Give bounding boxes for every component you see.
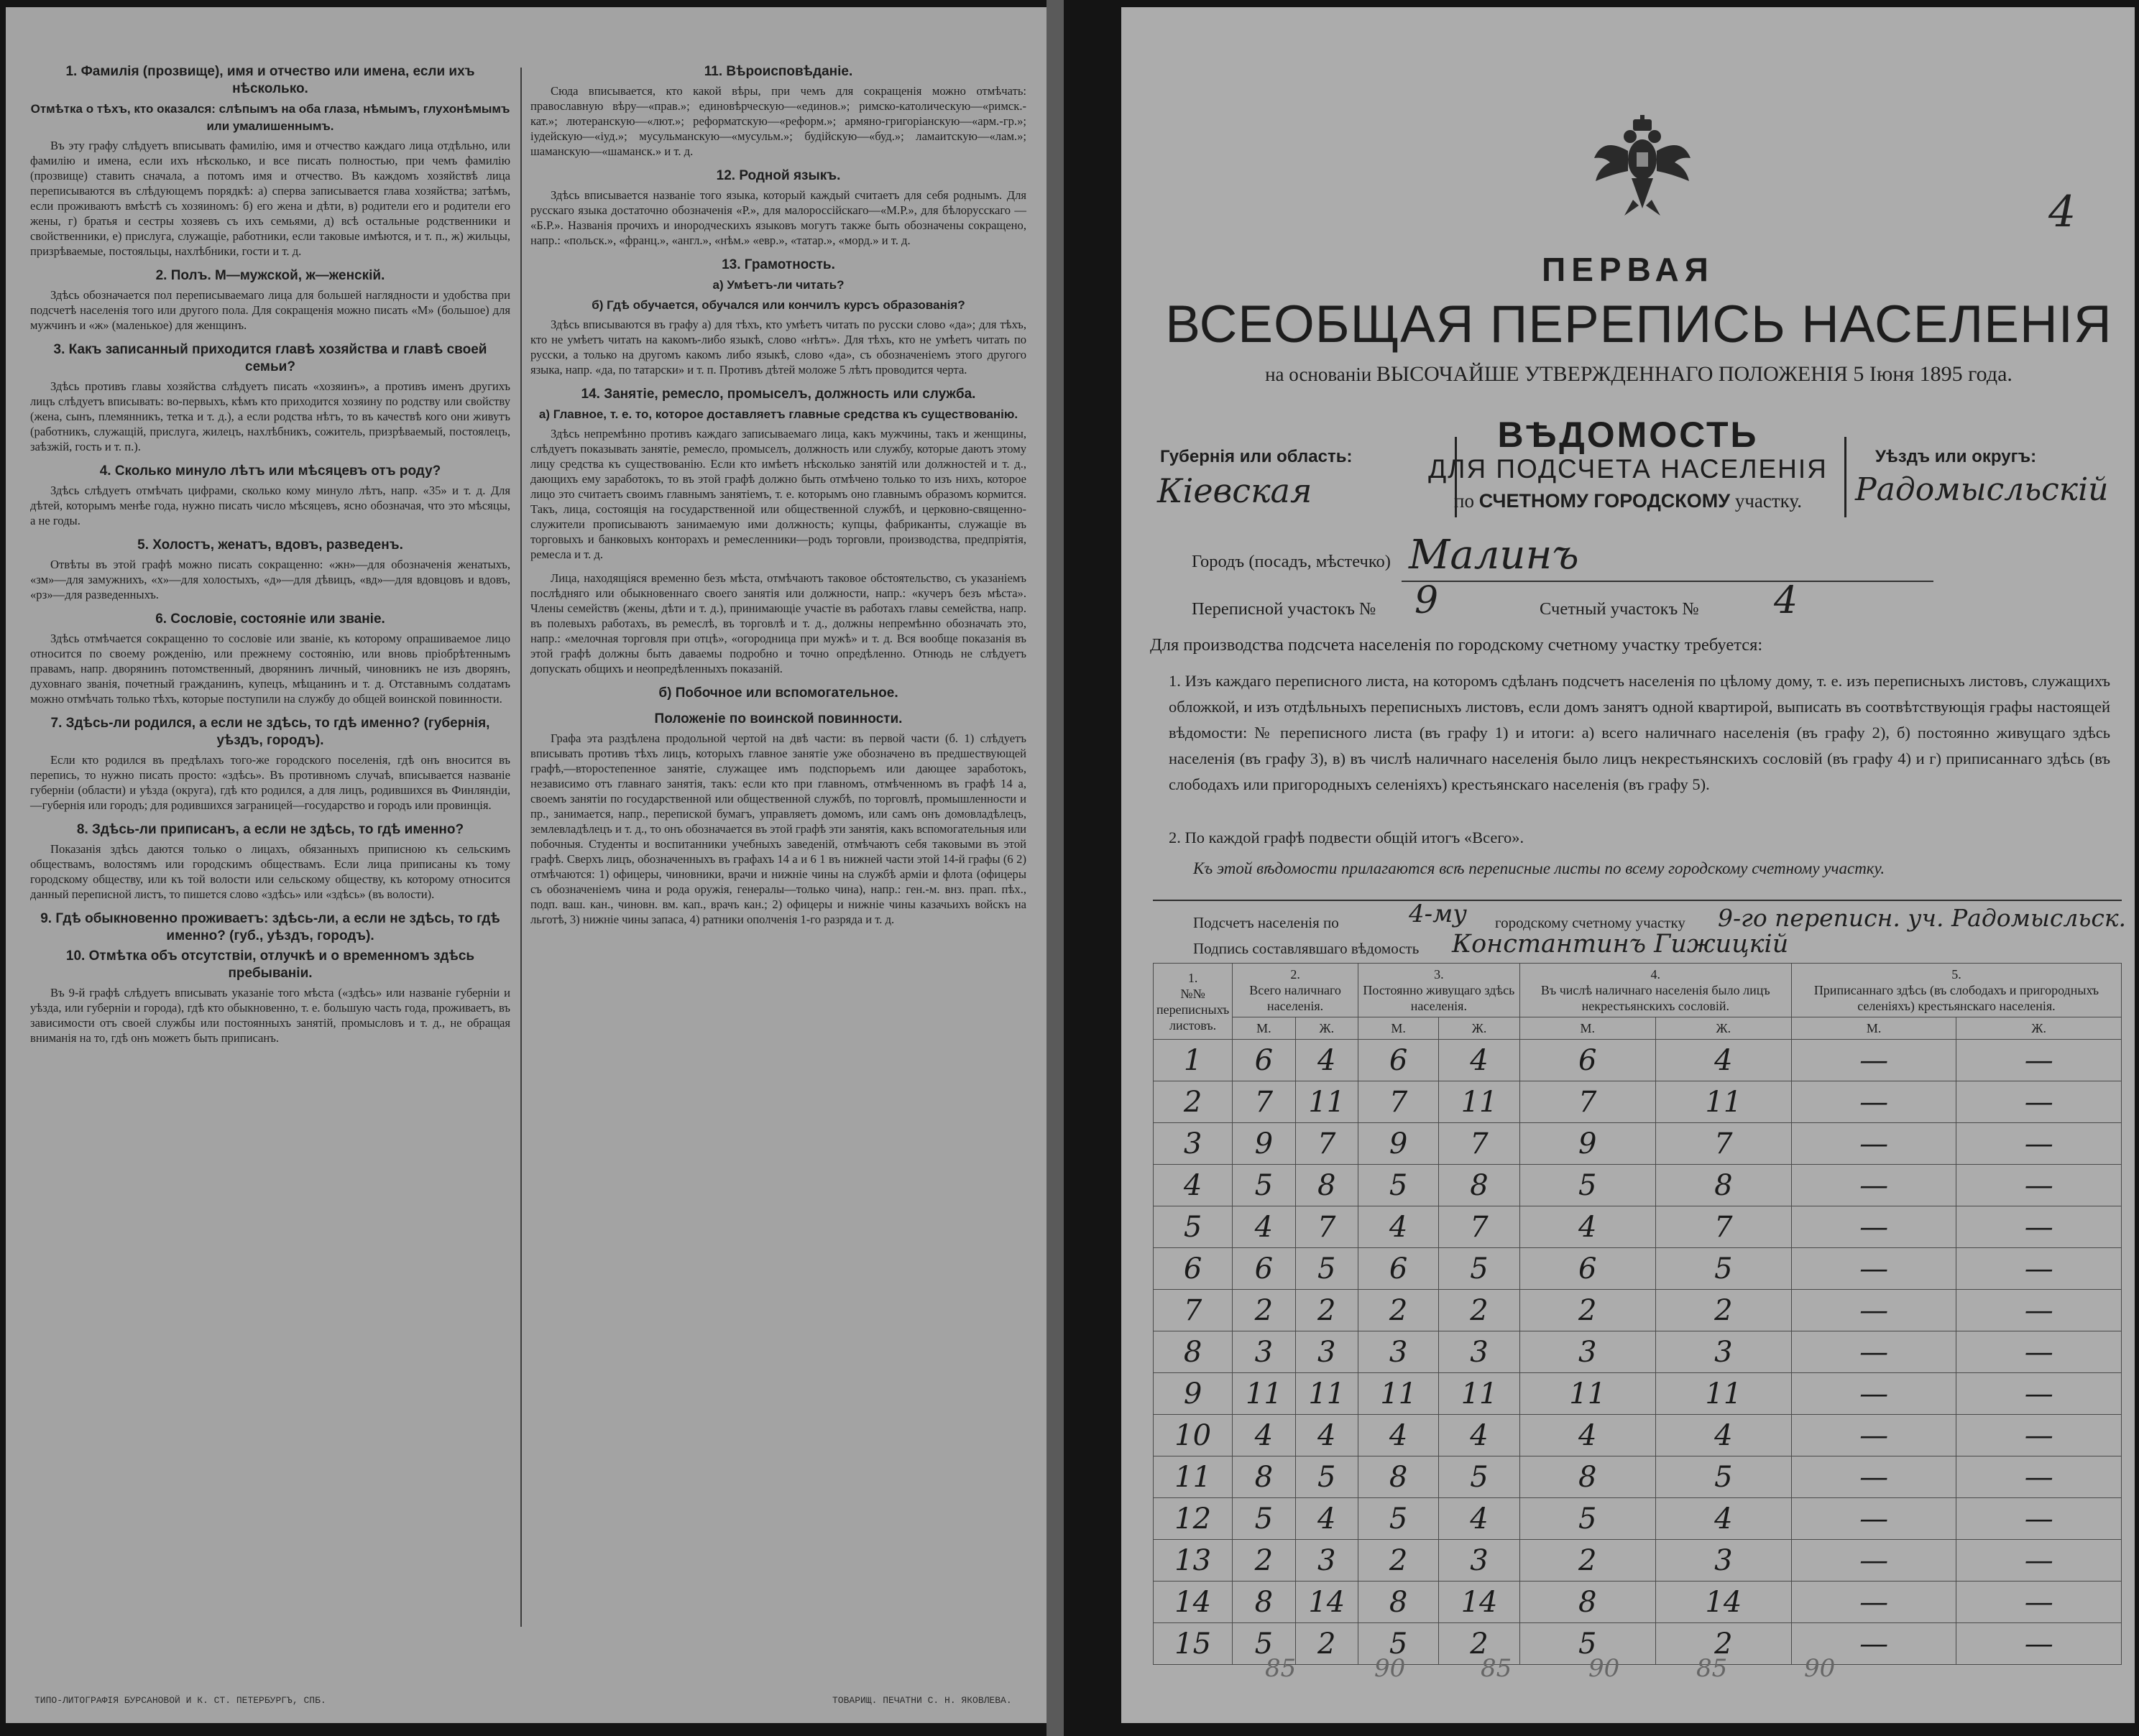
section-subheading: Отмѣтка о тѣхъ, кто оказался: слѣпымъ на оба глаза, нѣмымъ, глухонѣмымъ или умалишеннымъ. [30,102,510,133]
table-top-rule [1153,900,2122,901]
tally-value-census: 9-го переписн. уч. Радомысльск. [1718,904,2127,932]
count-cell: 3 [1655,1540,1791,1582]
count-cell: — [1791,1498,1956,1540]
tally-label: Подсчетъ населенія по [1193,914,1339,931]
instruction-section [30,463,510,528]
table-row [1154,1081,2122,1123]
count-cell: 2 [1358,1290,1438,1331]
count-cell: — [1791,1415,1956,1456]
count-cell: 7 [1655,1123,1791,1165]
tally-value-district: 4-му [1409,900,1468,928]
count-cell: — [1956,1582,2122,1623]
count-cell: — [1791,1248,1956,1290]
sheet-number-cell: 3 [1154,1123,1233,1165]
gubernia-box [1146,437,1457,517]
count-cell: 5 [1233,1165,1295,1206]
count-cell: 3 [1439,1331,1519,1373]
signer-label: Подпись составлявшаго вѣдомость [1193,940,1420,957]
table-row [1154,1248,2122,1290]
count-cell: — [1956,1040,2122,1081]
sheet-number-cell: 2 [1154,1081,1233,1123]
count-cell: 8 [1295,1165,1358,1206]
count-cell: 14 [1295,1582,1358,1623]
section-text: Здѣсь непремѣнно противъ каждаго записываемаго лица, какъ мужчины, такъ и женщины, слѣдуетъ показывать занятіе, ремесло, промыселъ, должность или службу, которые даютъ этому лицу средства къ существованію. Если кто имѣетъ нѣсколько занятій или должностей и т. д., дающихъ ему заработокъ, то въ этой графѣ должно быть отмѣчено только то изъ нихъ, которое лицо это считаетъ своимъ главнымъ занятіемъ, т. е. которымъ оно главнымъ образомъ кормится. Такъ, лица, состоящія на государственной или общественной службѣ, и церковно-священно-служители прописываютъ занимаемую ими должность; купцы, фабриканты, служащіе въ торговыхъ и банковыхъ конторахъ и ремесленники—родъ торговли, производства, предпріятія, ремесла и т. д. [530,427,1026,561]
section-heading: 2. Полъ. М—мужской, ж—женскій. [155,268,385,283]
count-cell: 11 [1439,1081,1519,1123]
instruction-section [30,910,510,1045]
count-cell: 7 [1439,1123,1519,1165]
count-cell: 4 [1439,1415,1519,1456]
sheet-number-cell: 13 [1154,1540,1233,1582]
section-heading: 5. Холостъ, женатъ, вдовъ, разведенъ. [137,537,403,553]
sheet-number-cell: 11 [1154,1456,1233,1498]
count-cell: 5 [1655,1456,1791,1498]
census-district-label: Переписной участокъ № [1192,599,1376,619]
count-cell: 2 [1439,1623,1519,1665]
count-cell: 11 [1295,1373,1358,1415]
total-nonpeasant-female: 90 [1804,1654,1836,1683]
count-cell: 5 [1439,1248,1519,1290]
count-cell: 2 [1233,1540,1295,1582]
instruction-section [30,341,510,454]
count-cell: — [1956,1331,2122,1373]
count-cell: — [1956,1373,2122,1415]
instruction-section [530,167,1026,248]
count-cell: — [1791,1290,1956,1331]
count-cell: 5 [1655,1248,1791,1290]
handwritten-page-number: 4 [2048,187,2076,237]
instruction-section [530,571,1026,676]
section-heading: 13. Грамотность. [722,257,835,272]
city-label: Городъ (посадъ, мѣстечко) [1192,552,1391,571]
uezd-box [1844,437,2134,517]
table-row [1154,1373,2122,1415]
signer-signature: Константинъ Гижицкій [1452,930,1789,959]
count-cell: 11 [1519,1373,1655,1415]
count-cell: — [1791,1165,1956,1206]
table-row [1154,1456,2122,1498]
header-male: М. [1791,1017,1956,1040]
table-row [1154,1415,2122,1456]
col2-header: 2. Всего наличнаго населенія. [1233,964,1358,1017]
count-cell: 8 [1358,1456,1438,1498]
count-cell: 2 [1295,1290,1358,1331]
count-cell: 9 [1233,1123,1295,1165]
count-cell: 7 [1439,1206,1519,1248]
instruction-1: 1. Изъ каждаго переписного листа, на которомъ сдѣланъ подсчетъ населенія по цѣлому дому, т. е. изъ переписныхъ листовъ, служащихъ обложкой, и изъ отдѣльныхъ переписныхъ листовъ, если домъ занятъ одной квартирой, выписать въ соотвѣтствующія графы настоящей вѣдомости: № переписного листа (въ графу 1) и итоги: а) всего наличнаго населенія (въ графу 2), б) постоянно живущаго здѣсь населенія (въ графу 3), в) въ числѣ наличнаго населенія было лицъ некрестьянскихъ сословій (въ графу 4) и г) приписаннаго здѣсь (въ слободахъ или пригородныхъ селеніяхъ) крестьянскаго населенія (въ графу 5). [1169,672,2110,793]
count-cell: — [1791,1582,1956,1623]
count-cell: 11 [1295,1081,1358,1123]
count-cell: 3 [1655,1331,1791,1373]
count-cell: 5 [1358,1498,1438,1540]
count-cell: 4 [1358,1206,1438,1248]
section-text: Здѣсь слѣдуетъ отмѣчать цифрами, сколько кому минуло лѣтъ, напр. «35» и т. д. Для дѣтей, которымъ менѣе года, нужно писать число мѣсяцевъ, ясно обозначая, что это мѣсяцы, а не годы. [30,484,510,527]
section-text: Здѣсь вписывается названіе того языка, который каждый считаетъ для себя роднымъ. Для русскаго языка достаточно обозначенія «Р.», для малороссійскаго—«М.Р.», для бѣлорусскаго — «Б.Р.». Названія прочихъ и инородческихъ языковъ могутъ также быть обозначены сокращено, напр.: «польск.», «франц.», «англ.», «нѣм.» «евр.», «татар.», «морд.» и т. д. [530,188,1026,247]
count-cell: 5 [1358,1623,1438,1665]
instruction-section [30,537,510,602]
sheet-number-cell: 10 [1154,1415,1233,1456]
section-text: Лица, находящіяся временно безъ мѣста, отмѣчаютъ таковое обстоятельство, съ указаніемъ послѣдняго или обыкновеннаго своего занятія или должности, напр.: «кучеръ безъ мѣста». Члены семействъ (жены, дѣти и т. д.), принимающіе участіе въ работахъ главы семейства, напр. въ полевыхъ работахъ, въ ремеслѣ, въ торговлѣ и т. д., должны непремѣнно обозначать это, напр.: «мелочная торговля при отцѣ», «огородница при мужѣ» и т. д. Вся вообще показанія въ этой графѣ должны быть даваемы подробно и точно опредѣленно. Отнюдь не слѣдуетъ допускать общихъ и неопредѣленныхъ показаній. [530,571,1026,675]
count-cell: 3 [1295,1540,1358,1582]
sheet-number-cell: 14 [1154,1582,1233,1623]
section-heading: б) Побочное или вспомогательное. [658,685,898,701]
header-male: М. [1358,1017,1438,1040]
gubernia-value: Кіевская [1157,471,1312,510]
section-text: Въ эту графу слѣдуетъ вписывать фамилію, имя и отчество каждаго лица отдѣльно, или фамилію и имена, если ихъ нѣсколько, и все писать полностью, при чемъ фамилію (прозвище) ставить сначала, а потомъ имя и отчество. Въ каждомъ хозяйствѣ лица переписываются въ слѣдующемъ порядкѣ: а) сперва записывается глава хозяйства; затѣмъ, если проживаютъ вмѣстѣ съ хозяиномъ: б) его жена и дѣти, в) родители его и родители его жены, г) братья и сестры хозяевъ съ ихъ семьями, д) всѣ остальные родственники и свойственники, е) прислуга, служащіе, работники, если таковые имѣются, и т. п., ж) жильцы, призрѣваемые, постояльцы, нахлѣбники, гости и т. д. [30,139,510,258]
uezd-label: Уѣздъ или округъ: [1875,447,2037,466]
count-cell: 5 [1439,1456,1519,1498]
count-cell: 4 [1233,1206,1295,1248]
count-cell: 8 [1519,1456,1655,1498]
gubernia-label: Губернія или область: [1160,447,1353,466]
count-cell: 5 [1519,1498,1655,1540]
table-row [1154,1206,2122,1248]
count-cell: — [1956,1248,2122,1290]
table-row [1154,1040,2122,1081]
section-text: Здѣсь отмѣчается сокращенно то сословіе или званіе, къ которому опрашиваемое лицо относится по своему рожденію, или прежнему состоянію, или вновь пріобрѣтеннымъ правамъ, напр. дворянинъ потомственный, дворянинъ личный, чиновникъ не изъ дворянъ, духовнаго званія, почетный гражданинъ, купецъ, мѣщанинъ и т. д. Отставнымъ солдатамъ можно отмѣчать только тѣхъ, которые поступили на службу до общей воинской повинности. [30,632,510,706]
instruction-section [530,386,1026,562]
count-cell: — [1956,1498,2122,1540]
instruction-section [530,711,1026,927]
count-cell: 5 [1358,1165,1438,1206]
count-cell: — [1956,1540,2122,1582]
sheet-number-cell: 6 [1154,1248,1233,1290]
count-cell: 8 [1655,1165,1791,1206]
section-heading: 3. Какъ записанный приходится главѣ хозяйства и главѣ своей семьи? [53,342,487,374]
requirement-intro: Для производства подсчета населенія по городскому счетному участку требуется: [1150,635,1763,655]
count-cell: 6 [1519,1040,1655,1081]
count-cell: 2 [1519,1290,1655,1331]
count-cell: 7 [1655,1206,1791,1248]
table-row [1154,1582,2122,1623]
book-spine [1046,0,1064,1736]
count-cell: 11 [1655,1081,1791,1123]
right-page-census-form [1121,7,2135,1723]
count-cell: — [1791,1623,1956,1665]
count-cell: 4 [1439,1498,1519,1540]
count-cell: — [1956,1081,2122,1123]
document-subtitle: ДЛЯ ПОДСЧЕТА НАСЕЛЕНІЯ [1428,454,1828,484]
printer-imprint: ТОВАРИЩ. ПЕЧАТНИ С. Н. ЯКОВЛЕВА. [832,1695,1012,1706]
section-heading: 6. Сословіе, состояніе или званіе. [155,611,385,627]
header-female: Ж. [1956,1017,2122,1040]
count-cell: 4 [1439,1040,1519,1081]
section-heading: Положеніе по воинской повинности. [654,711,903,726]
sheet-number-cell: 15 [1154,1623,1233,1665]
count-cell: 14 [1655,1582,1791,1623]
header-male: М. [1233,1017,1295,1040]
total-present-male: 85 [1265,1654,1297,1683]
count-cell: 7 [1519,1081,1655,1123]
count-cell: 5 [1233,1498,1295,1540]
sheet-number-cell: 7 [1154,1290,1233,1331]
total-present-female: 90 [1374,1654,1406,1683]
count-cell: — [1956,1165,2122,1206]
count-cell: 8 [1519,1582,1655,1623]
title-basis-prefix: на основаніи [1265,364,1372,385]
count-cell: — [1956,1123,2122,1165]
section-subheading: а) Главное, т. е. то, которое доставляетъ главные средства къ существованію. [538,407,1018,421]
left-page-instructions [6,7,1046,1723]
count-cell: — [1956,1623,2122,1665]
count-cell: 9 [1358,1123,1438,1165]
section-heading: 9. Гдѣ обыкновенно проживаетъ: здѣсь-ли, а если не здѣсь, то гдѣ именно? (губ., уѣздъ, городъ). [40,911,500,943]
count-cell: 4 [1655,1040,1791,1081]
col1-header: 1. №№ переписныхъ листовъ. [1154,964,1233,1040]
instruction-2: 2. По каждой графѣ подвести общій итогъ «Всего». [1169,828,1524,846]
instruction-section [30,715,510,813]
tally-label-2: городскому счетному участку [1495,914,1685,931]
section-text: Если кто родился въ предѣлахъ того-же городского поселенія, гдѣ онъ вносится въ перепись, то нужно писать просто: «здѣсь». Въ противномъ случаѣ, вписывается названіе губерніи (области) и уѣзда (округа), гдѣ кто родился, а для лицъ, родившихся въ Финляндіи,—губернія или городъ; для родившихся заграницей—государство и городъ или провинція. [30,753,510,812]
count-cell: — [1791,1206,1956,1248]
table-row [1154,1498,2122,1540]
count-cell: 7 [1233,1081,1295,1123]
section-text: Графа эта раздѣлена продольной чертой на двѣ части: въ первой части (б. 1) слѣдуетъ вписывать противъ тѣхъ лицъ, которыхъ главное занятіе уже обозначено въ предшествующей графѣ,—второстепенное занятіе, служащее имъ подспорьемъ или дающее заработокъ, независимо отъ главнаго занятія, такъ: если кто при главномъ, отмѣченномъ въ графѣ 14 а, своемъ занятіи по государственной или общественной службѣ, по торговлѣ, промышленности и пр., занимается, напр., перепиской бумагъ, управляетъ домомъ, или самъ онъ домовладѣлецъ, землевладѣлецъ и т. д., то онъ обозначается въ этой графѣ эти занятія, какъ вспомогательныя или побочныя. Студенты и воспитанники учебныхъ заведеній, отмѣчаютъ себя таковыми въ этой графѣ. Сверхъ лицъ, обозначенныхъ въ графахъ 14 а и 6 1 въ нижней части этой 14-й графы (6 2) отмѣчаются: 1) офицеры, чиновники, врачи и нижніе чины на службѣ арміи и флота (офицеры съ обозначеніемъ чина и рода оружія, генералы—только чина), напр.: ген.-м. внз. прап. пѣх., подп. ваш. кан., чиновн. вм. кап., врачъ кан.; 2) офицеры и нижніе чины казачьихъ войскъ на льготѣ, 3) нижніе чины запаса, 4) ратники ополченія 1-го разряда и т. д. [530,731,1026,926]
instruction-section [530,685,1026,702]
count-cell: — [1791,1081,1956,1123]
section-text: Здѣсь обозначается пол переписываемаго лица для большей наглядности и удобства при подсчетѣ населенія того или другого пола. Для сокращенія можно писать «М» (большое) для мужчинъ и «ж» (маленькое) для женщинъ. [30,288,510,332]
title-legal-basis [1150,362,2128,387]
count-cell: 3 [1233,1331,1295,1373]
count-cell: 2 [1655,1623,1791,1665]
count-cell: — [1791,1456,1956,1498]
count-cell: 14 [1439,1582,1519,1623]
attachment-note: Къ этой вѣдомости прилагаются всѣ переписные листы по всему городскому счетному участку. [1193,859,1885,877]
subtitle-bold: СЧЕТНОМУ ГОРОДСКОМУ [1478,490,1731,512]
sheet-number-cell: 9 [1154,1373,1233,1415]
count-cell: 9 [1519,1123,1655,1165]
count-cell: 4 [1655,1415,1791,1456]
city-underline [1402,581,1933,582]
count-cell: — [1791,1331,1956,1373]
count-cell: 8 [1358,1582,1438,1623]
tally-body [1154,1040,2122,1665]
section-text: Показанія здѣсь даются только о лицахъ, обязанныхъ приписною къ сельскимъ обществамъ, волостямъ или городскимъ обществамъ. Если лица приписаны къ тому городскому обществу, или къ той волости или сельскому обществу, къ которому относится данный переписной листъ, то пишется слово «здѣсь» или «здѣсь» (въ волости). [30,842,510,901]
sheet-number-cell: 5 [1154,1206,1233,1248]
count-cell: 3 [1439,1540,1519,1582]
count-cell: 11 [1655,1373,1791,1415]
count-cell: 6 [1358,1248,1438,1290]
count-district-label: Счетный участокъ № [1540,599,1699,619]
uezd-value: Радомысльскій [1855,471,2109,508]
population-tally-table [1153,963,2122,1665]
section-heading: 4. Сколько минуло лѣтъ или мѣсяцевъ отъ роду? [99,463,441,479]
count-cell: 11 [1233,1373,1295,1415]
instruction-section [530,257,1026,377]
count-cell: 6 [1358,1040,1438,1081]
section-text: Въ 9-й графѣ слѣдуетъ вписывать указаніе того мѣста («здѣсь» или названіе губерніи и уѣзда, или губерніи и города), гдѣ кто обыкновенно, т. е. большую часть года, проживаетъ, въ зависимости отъ своей службы или постоянныхъ занятій, промысловъ и т. д., не обращая вниманія на то, гдѣ онъ можетъ быть приписанъ. [30,986,510,1045]
header-female: Ж. [1655,1017,1791,1040]
col3-header: 3. Постоянно живущаго здѣсь населенія. [1358,964,1519,1017]
count-cell: — [1956,1415,2122,1456]
section-heading: 7. Здѣсь-ли родился, а если не здѣсь, то гдѣ именно? (губернія, уѣздъ, городъ). [50,716,490,748]
section-right: б) Гдѣ обучается, обучался или кончилъ курсъ образованія? [592,298,965,312]
table-row [1154,1540,2122,1582]
count-cell: 3 [1295,1331,1358,1373]
count-cell: 8 [1233,1582,1295,1623]
count-cell: 4 [1295,1040,1358,1081]
document-title: ВѢДОМОСТЬ [1497,415,1759,455]
section-heading: 12. Родной языкъ. [716,168,841,183]
instruction-section [530,63,1026,159]
total-resident-female: 90 [1588,1654,1620,1683]
count-cell: 2 [1439,1290,1519,1331]
section-heading: 14. Занятіе, ремесло, промыселъ, должность или служба. [581,387,976,402]
section-left: а) Умѣетъ-ли читать? [712,278,845,292]
count-cell: 5 [1295,1456,1358,1498]
sheet-number-cell: 8 [1154,1331,1233,1373]
instruction-section [30,611,510,706]
table-row [1154,1165,2122,1206]
count-cell: 5 [1519,1623,1655,1665]
instruction-section [30,267,510,333]
count-cell: 8 [1233,1456,1295,1498]
subtitle-suffix: участку. [1734,490,1802,512]
count-cell: 2 [1655,1290,1791,1331]
count-cell: 2 [1233,1290,1295,1331]
count-cell: 5 [1519,1165,1655,1206]
instructions-column-1 [30,63,510,1054]
count-cell: 6 [1233,1040,1295,1081]
count-cell: 8 [1439,1165,1519,1206]
count-cell: 2 [1358,1540,1438,1582]
sheet-number-cell: 1 [1154,1040,1233,1081]
printer-imprint: ТИПО-ЛИТОГРАФІЯ БУРСАНОВОЙ И К. СТ. ПЕТЕРБУРГЪ, СПБ. [34,1695,326,1706]
count-cell: 6 [1233,1248,1295,1290]
section-text: Отвѣты въ этой графѣ можно писать сокращенно: «жн»—для обозначенія женатыхъ, «зм»—для замужнихъ, «х»—для холостыхъ, «д»—для дѣвицъ, «вд»—для вдовцовъ и вдовъ, «рз»—для разведенныхъ. [30,558,510,601]
count-cell: 11 [1439,1373,1519,1415]
section-heading2: 10. Отмѣтка объ отсутствіи, отлучкѣ и о временномъ здѣсь пребываніи. [65,948,475,981]
count-cell: 4 [1295,1415,1358,1456]
column-divider [520,68,522,1627]
count-cell: — [1956,1290,2122,1331]
count-district-value: 4 [1774,579,1798,622]
total-resident-male: 85 [1481,1654,1512,1683]
count-cell: 2 [1519,1540,1655,1582]
count-cell: 11 [1358,1373,1438,1415]
header-female: Ж. [1439,1017,1519,1040]
subtitle-prefix: по [1454,490,1474,512]
count-cell: 6 [1519,1248,1655,1290]
count-cell: 4 [1295,1498,1358,1540]
double-headed-eagle-crest-icon [1588,115,1696,223]
section-text: Здѣсь вписываются въ графу а) для тѣхъ, кто умѣетъ читать по русски слово «да»; для тѣхъ, кто не умѣетъ читать на какомъ-либо языкѣ, слово «нѣтъ». Для тѣхъ, кто не умѣетъ читать по русски, а только на другомъ какомъ либо языкѣ, слово «да», съ обозначеніемъ этого другого языка, напр. «да, по татарски» и т. п. Противъ дѣтей моложе 5 лѣтъ проводится черта. [530,318,1026,377]
count-cell: 4 [1233,1415,1295,1456]
count-cell: 4 [1358,1415,1438,1456]
count-cell: 4 [1519,1206,1655,1248]
count-cell: — [1791,1373,1956,1415]
sheet-number-cell: 12 [1154,1498,1233,1540]
title-first: ПЕРВАЯ [1542,251,1714,288]
table-row [1154,1290,2122,1331]
section-heading: 8. Здѣсь-ли приписанъ, а если не здѣсь, то гдѣ именно? [76,822,464,837]
sheet-number-cell: 4 [1154,1165,1233,1206]
count-cell: 5 [1233,1623,1295,1665]
count-cell: 7 [1358,1081,1438,1123]
section-heading: 11. Вѣроисповѣданіе. [704,64,853,79]
instruction-section [30,63,510,259]
total-nonpeasant-male: 85 [1696,1654,1728,1683]
count-cell: 3 [1519,1331,1655,1373]
count-cell: 7 [1295,1206,1358,1248]
count-cell: — [1956,1456,2122,1498]
page-title: ВСЕОБЩАЯ ПЕРЕПИСЬ НАСЕЛЕНІЯ [1165,295,2112,354]
city-value: Малинъ [1409,532,1579,578]
section-text: Здѣсь противъ главы хозяйства слѣдуетъ писать «хозяинъ», а противъ именъ другихъ лицъ слѣдуетъ вписывать: во-первыхъ, кѣмъ кто приходится хозяину по родству или свойству (жена, сынъ, племянникъ, тетка и т. д.), а если родства нѣтъ, то въ качествѣ кого они живутъ (работникъ, служащій, прислуга, жилецъ, нахлѣбникъ, сожитель, призрѣваемый, постоялецъ, заѣзжій, гость и т. п.). [30,379,510,453]
count-cell: 2 [1295,1623,1358,1665]
table-row [1154,1123,2122,1165]
census-district-value: 9 [1414,579,1439,622]
instructions-column-2 [530,63,1026,936]
header-male: М. [1519,1017,1655,1040]
count-cell: — [1956,1206,2122,1248]
count-cell: — [1791,1040,1956,1081]
table-row [1154,1331,2122,1373]
section-heading: 1. Фамилія (прозвище), имя и отчество или имена, если ихъ нѣсколько. [65,64,475,96]
table-row [1154,1623,2122,1665]
col4-header: 4. Въ числѣ наличнаго населенія было лицъ некрестьянскихъ сословій. [1519,964,1791,1017]
title-basis-caps: ВЫСОЧАЙШЕ УТВЕРЖДЕННАГО ПОЛОЖЕНІЯ 5 Іюня 1895 года. [1376,362,2012,386]
count-cell: — [1791,1540,1956,1582]
count-cell: 7 [1295,1123,1358,1165]
count-cell: 4 [1519,1415,1655,1456]
col5-header: 5. Приписаннаго здѣсь (въ слободахъ и пригородныхъ селеніяхъ) крестьянскаго населенія. [1791,964,2121,1017]
section-text: Сюда вписывается, кто какой вѣры, при чемъ для сокращенія можно отмѣчать: православную вѣру—«прав.»; единовѣрческую—«единов.»; римско-католическую—«римск.-кат.»; лютеранскую—«лют.»; реформатскую—«реформ.»; армяно-григоріанскую—«арм.-гр.»; іудейскую—«іуд.»; мусульманскую—«мусульм.»; будійскую—«буд.»; ламаитскую—«лам.»; шаманскую—«шаманск.» и т. д. [530,84,1026,158]
header-female: Ж. [1295,1017,1358,1040]
count-cell: 3 [1358,1331,1438,1373]
instruction-section [30,821,510,902]
count-cell: — [1791,1123,1956,1165]
count-cell: 4 [1655,1498,1791,1540]
count-cell: 5 [1295,1248,1358,1290]
